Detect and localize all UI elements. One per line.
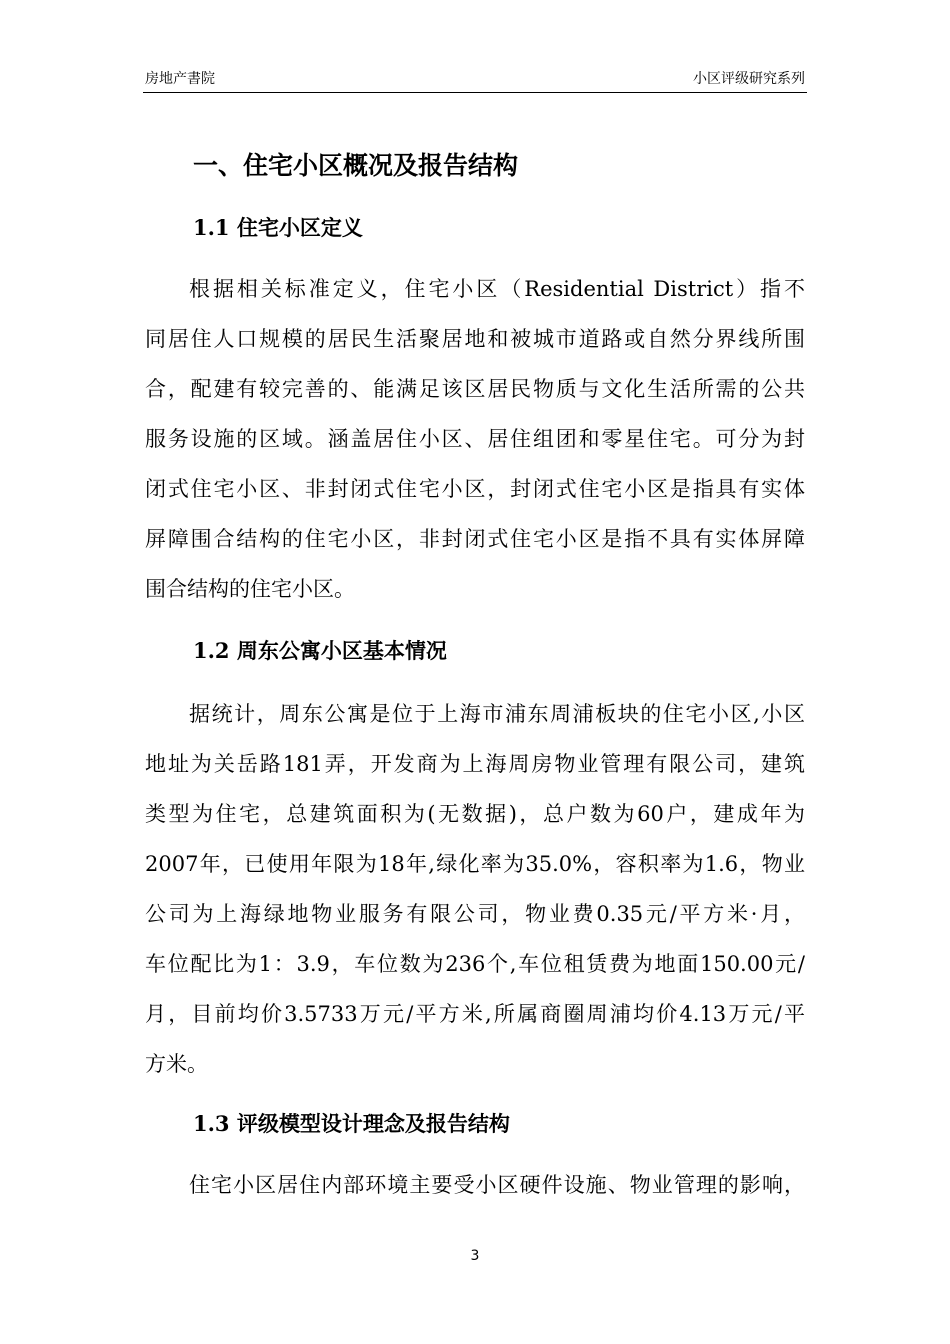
paragraph-line: 类型为住宅，总建筑面积为(无数据)，总户数为60户，建成年为 — [145, 802, 805, 826]
section-heading: 1.1 住宅小区定义 — [193, 215, 363, 240]
paragraph-line: 2007年，已使用年限为18年,绿化率为35.0%，容积率为1.6，物业 — [145, 852, 805, 876]
paragraph-line: 车位配比为1：3.9，车位数为236个,车位租赁费为地面150.00元/ — [145, 952, 805, 976]
paragraph-line: 合，配建有较完善的、能满足该区居民物质与文化生活所需的公共 — [145, 377, 805, 401]
paragraph-line: 公司为上海绿地物业服务有限公司，物业费0.35元/平方米·月， — [145, 902, 805, 926]
paragraph-line: 围合结构的住宅小区。 — [145, 577, 355, 601]
header-rule — [143, 92, 807, 93]
paragraph-line: 方米。 — [145, 1052, 208, 1076]
paragraph-line: 闭式住宅小区、非封闭式住宅小区，封闭式住宅小区是指具有实体 — [145, 477, 805, 501]
chapter-title: 一、住宅小区概况及报告结构 — [193, 151, 519, 180]
header-left: 房地产書院 — [145, 71, 215, 87]
header-right: 小区评级研究系列 — [693, 71, 805, 87]
paragraph-line: 月，目前均价3.5733万元/平方米,所属商圈周浦均价4.13万元/平 — [145, 1002, 805, 1026]
section-heading: 1.3 评级模型设计理念及报告结构 — [193, 1111, 510, 1136]
section-heading: 1.2 周东公寓小区基本情况 — [193, 638, 447, 663]
paragraph-line: 地址为关岳路181弄，开发商为上海周房物业管理有限公司，建筑 — [145, 752, 805, 776]
paragraph-line: 根据相关标准定义，住宅小区（Residential District）指不 — [189, 277, 805, 301]
paragraph-line: 屏障围合结构的住宅小区，非封闭式住宅小区是指不具有实体屏障 — [145, 527, 805, 551]
page-number: 3 — [470, 1248, 480, 1264]
paragraph-line: 服务设施的区域。涵盖居住小区、居住组团和零星住宅。可分为封 — [145, 427, 805, 451]
paragraph-line: 同居住人口规模的居民生活聚居地和被城市道路或自然分界线所围 — [145, 327, 805, 351]
paragraph-line: 据统计，周东公寓是位于上海市浦东周浦板块的住宅小区,小区 — [189, 702, 805, 726]
paragraph-line: 住宅小区居住内部环境主要受小区硬件设施、物业管理的影响， — [189, 1173, 805, 1197]
